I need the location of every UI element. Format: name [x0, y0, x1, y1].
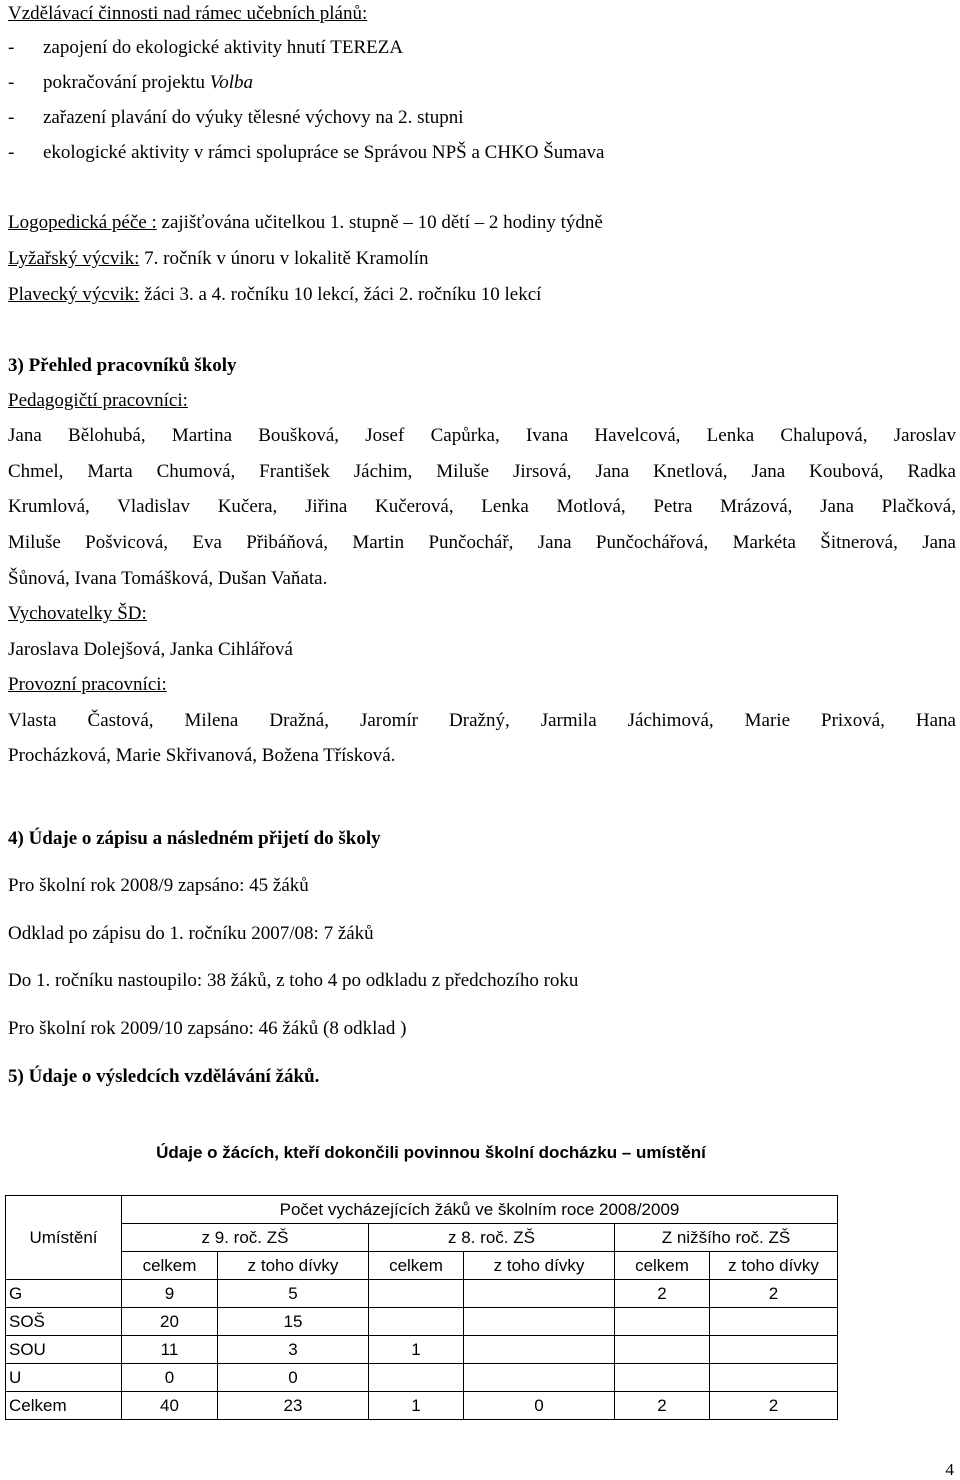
teaching-staff-line: Miluše Pošvicová, Eva Přibáňová, Martin Punčochář, Jana Punčochářová, Markéta Šitnerová, Jana [8, 532, 956, 553]
activity-item [8, 36, 404, 60]
enrollment-line: Pro školní rok 2008/9 zapsáno: 45 žáků [8, 875, 309, 896]
group-header: Počet vycházejících žáků ve školním roce 2008/2009 [122, 1196, 838, 1224]
subgroup-header: z 8. roč. ZŠ [369, 1224, 615, 1252]
staff-heading: 3) Přehled pracovníků školy [8, 355, 237, 376]
activity-item [8, 141, 605, 165]
row-label: Celkem [6, 1392, 122, 1420]
table-cell [369, 1364, 464, 1392]
placement-column-header: Umístění [6, 1196, 122, 1280]
subcol-header: celkem [122, 1252, 218, 1280]
extra-label: Logopedická péče : [8, 212, 157, 233]
extra-text: 7. ročník v únoru v lokalitě Kramolín [139, 248, 429, 269]
table-cell: 15 [218, 1308, 369, 1336]
table-cell [464, 1364, 615, 1392]
activities-heading: Vzdělávací činnosti nad rámec učebních plánů: [8, 3, 368, 24]
extra-swimming-course [8, 283, 541, 307]
subcol-header: celkem [369, 1252, 464, 1280]
table-title: Údaje o žácích, kteří dokončili povinnou školní docházku – umístění [156, 1143, 706, 1162]
extra-text: zajišťována učitelkou 1. stupně – 10 dětí – 2 hodiny týdně [156, 212, 603, 233]
activity-item [8, 106, 464, 130]
enrollment-line: Pro školní rok 2009/10 zapsáno: 46 žáků (8 odklad ) [8, 1018, 407, 1039]
extra-text: žáci 3. a 4. ročníku 10 lekcí, žáci 2. ročníku 10 lekcí [139, 284, 542, 305]
table-cell: 0 [218, 1364, 369, 1392]
table-cell [464, 1280, 615, 1308]
table-cell: 2 [710, 1280, 838, 1308]
table-cell [369, 1280, 464, 1308]
table-cell: 1 [369, 1392, 464, 1420]
enrollment-line: Odklad po zápisu do 1. ročníku 2007/08: 7 žáků [8, 923, 374, 944]
teaching-staff-line: Krumlová, Vladislav Kučera, Jiřina Kučerová, Lenka Motlová, Petra Mrázová, Jana Plačková, [8, 496, 956, 517]
activity-item [8, 71, 254, 95]
page-number: 4 [945, 1460, 954, 1479]
row-label: SOŠ [6, 1308, 122, 1336]
bullet-dash: - [8, 142, 15, 163]
table-cell: 3 [218, 1336, 369, 1364]
subcol-header: z toho dívky [218, 1252, 369, 1280]
table-cell: 23 [218, 1392, 369, 1420]
teaching-staff-line: Šůnová, Ivana Tomášková, Dušan Vaňata. [8, 568, 328, 589]
table-cell: 11 [122, 1336, 218, 1364]
table-cell [710, 1336, 838, 1364]
teaching-staff-line: Jana Bělohubá, Martina Boušková, Josef Capůrka, Ivana Havelcová, Lenka Chalupová, Jaroslav [8, 425, 956, 446]
bullet-dash: - [8, 37, 15, 58]
activity-text: zařazení plavání do výuky tělesné výchovy na 2. stupni [43, 107, 464, 128]
subcol-header: celkem [615, 1252, 710, 1280]
table-cell [464, 1336, 615, 1364]
educators-label: Vychovatelky ŠD: [8, 603, 147, 624]
subcol-header: z toho dívky [710, 1252, 838, 1280]
row-label: SOU [6, 1336, 122, 1364]
table-cell: 0 [464, 1392, 615, 1420]
table-cell [615, 1308, 710, 1336]
table-cell: 9 [122, 1280, 218, 1308]
table-row [6, 1392, 838, 1420]
activity-text: pokračování projektu [43, 72, 210, 93]
table-cell [615, 1336, 710, 1364]
table-row [6, 1336, 838, 1364]
table-row [6, 1308, 838, 1336]
results-heading: 5) Údaje o výsledcích vzdělávání žáků. [8, 1066, 320, 1087]
table-subgroup-row [6, 1224, 838, 1252]
subcol-header: z toho dívky [464, 1252, 615, 1280]
table-cell: 20 [122, 1308, 218, 1336]
extra-label: Lyžařský výcvik: [8, 248, 140, 269]
enrollment-heading: 4) Údaje o zápisu a následném přijetí do školy [8, 828, 381, 849]
table-header-row [6, 1196, 838, 1224]
extra-ski-course [8, 247, 429, 271]
table-row [6, 1364, 838, 1392]
table-cell: 0 [122, 1364, 218, 1392]
activity-text: zapojení do ekologické aktivity hnutí TEREZA [43, 37, 404, 58]
table-cell [710, 1364, 838, 1392]
operational-staff-label: Provozní pracovníci: [8, 674, 167, 695]
extra-speech-therapy [8, 211, 603, 235]
operational-staff-line: Procházková, Marie Skřivanová, Božena Třísková. [8, 745, 396, 766]
table-cell: 40 [122, 1392, 218, 1420]
table-subcol-row [6, 1252, 838, 1280]
table-cell: 2 [710, 1392, 838, 1420]
table-cell: 2 [615, 1280, 710, 1308]
bullet-dash: - [8, 72, 15, 93]
placement-table [5, 1195, 838, 1420]
table-cell: 1 [369, 1336, 464, 1364]
table-cell: 5 [218, 1280, 369, 1308]
table-cell [615, 1364, 710, 1392]
teaching-staff-line: Chmel, Marta Chumová, František Jáchim, Miluše Jirsová, Jana Knetlová, Jana Koubová, Radka [8, 461, 956, 482]
operational-staff-line: Vlasta Častová, Milena Dražná, Jaromír Dražný, Jarmila Jáchimová, Marie Prixová, Hana [8, 710, 956, 731]
row-label: U [6, 1364, 122, 1392]
activity-text: ekologické aktivity v rámci spolupráce se Správou NPŠ a CHKO Šumava [43, 142, 605, 163]
educators-line: Jaroslava Dolejšová, Janka Cihlářová [8, 639, 293, 660]
bullet-dash: - [8, 107, 15, 128]
enrollment-line: Do 1. ročníku nastoupilo: 38 žáků, z toho 4 po odkladu z předchozího roku [8, 970, 579, 991]
subgroup-header: z 9. roč. ZŠ [122, 1224, 369, 1252]
teaching-staff-label: Pedagogičtí pracovníci: [8, 390, 188, 411]
table-cell: 2 [615, 1392, 710, 1420]
subgroup-header: Z nižšího roč. ZŠ [615, 1224, 838, 1252]
table-cell [710, 1308, 838, 1336]
activity-project-name: Volba [209, 72, 254, 93]
extra-label: Plavecký výcvik: [8, 284, 140, 305]
table-row [6, 1280, 838, 1308]
row-label: G [6, 1280, 122, 1308]
table-cell [369, 1308, 464, 1336]
table-cell [464, 1308, 615, 1336]
